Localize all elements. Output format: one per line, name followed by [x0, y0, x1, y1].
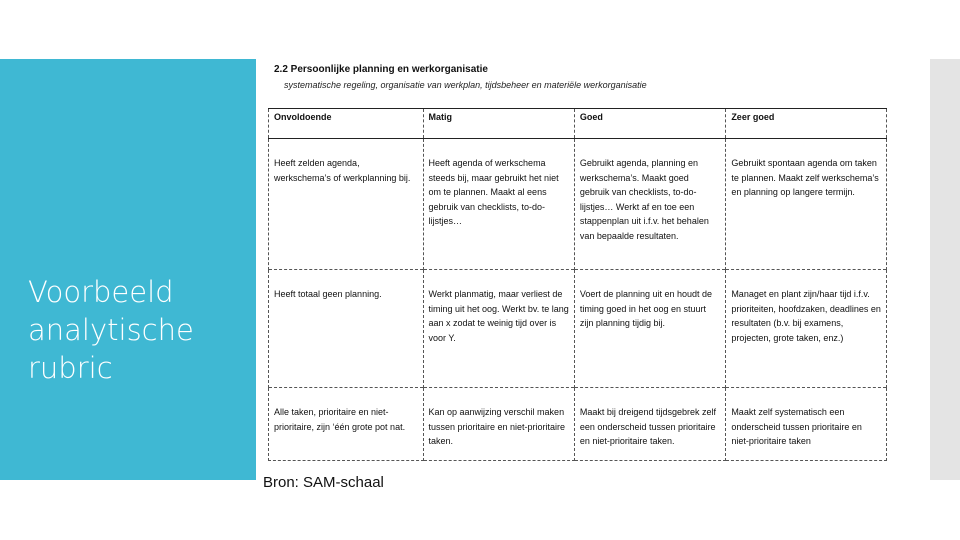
table-cell: Gebruikt spontaan agenda om taken te plannen. Maakt zelf werkschema’s en planning op langere termijn.: [726, 139, 887, 270]
table-cell: Maakt zelf systematisch een onderscheid tussen prioritaire en niet-prioritaire taken: [726, 388, 887, 461]
title-panel: [0, 59, 256, 480]
source-caption: Bron: SAM-schaal: [263, 474, 384, 491]
rubric-document-image: [268, 62, 890, 462]
table-cell: Heeft agenda of werkschema steeds bij, maar gebruikt het niet om te plannen. Maakt al eens gebruik van checklists, to-do-lijstjes…: [423, 139, 574, 270]
table-cell: Gebruikt agenda, planning en werkschema’s. Maakt goed gebruik van checklists, to-do-lijstjes… Werkt af en toe een stappenplan uit i.f.v. het behalen van bepaalde resultaten.: [574, 139, 725, 270]
table-cell: Managet en plant zijn/haar tijd i.f.v. prioriteiten, hoofdzaken, deadlines en resultaten (b.v. bij examens, projecten, grote taken, enz.): [726, 270, 887, 388]
table-row: [269, 388, 887, 461]
table-header-row: [269, 109, 887, 139]
table-cell: Heeft totaal geen planning.: [269, 270, 424, 388]
right-edge-bar: [930, 59, 960, 480]
table-cell: Alle taken, prioritaire en niet-prioritaire, zijn ‘één grote pot nat.: [269, 388, 424, 461]
column-header: Zeer goed: [726, 109, 887, 139]
section-subtitle: systematische regeling, organisatie van werkplan, tijdsbeheer en materiële werkorganisatie: [284, 80, 647, 90]
table-cell: Maakt bij dreigend tijdsgebrek zelf een onderscheid tussen prioritaire en niet-prioritaire taken.: [574, 388, 725, 461]
table-cell: Werkt planmatig, maar verliest de timing uit het oog. Werkt bv. te lang aan x zodat te weinig tijd over is voor Y.: [423, 270, 574, 388]
rubric-table: [268, 108, 887, 461]
table-cell: Heeft zelden agenda, werkschema’s of werkplanning bij.: [269, 139, 424, 270]
section-title: 2.2 Persoonlijke planning en werkorganisatie: [274, 64, 488, 75]
column-header: Goed: [574, 109, 725, 139]
table-row: [269, 270, 887, 388]
table-cell: Voert de planning uit en houdt de timing goed in het oog en stuurt zijn planning tijdig bij.: [574, 270, 725, 388]
slide-title: Voorbeeld analytische rubric: [28, 275, 194, 385]
table-row: [269, 139, 887, 270]
column-header: Onvoldoende: [269, 109, 424, 139]
table-cell: Kan op aanwijzing verschil maken tussen prioritaire en niet-prioritaire taken.: [423, 388, 574, 461]
column-header: Matig: [423, 109, 574, 139]
